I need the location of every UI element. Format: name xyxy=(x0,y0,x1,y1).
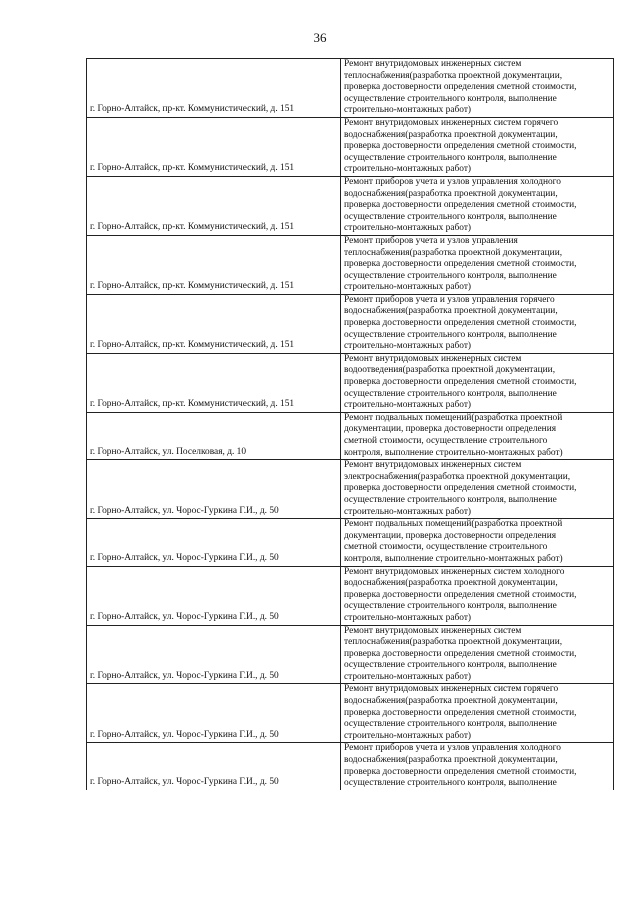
work-description-line: осуществление строительного контроля, выполнение xyxy=(344,270,557,281)
table-row xyxy=(87,684,614,743)
work-description-line: проверка достоверности определения сметной стоимости, xyxy=(344,707,577,718)
table-row xyxy=(87,460,614,519)
work-description-line: проверка достоверности определения сметной стоимости, xyxy=(344,318,577,329)
work-description-cell xyxy=(341,460,614,519)
work-description-line: Ремонт подвальных помещений(разработка проектной xyxy=(344,412,563,423)
work-description-line: Ремонт внутридомовых инженерных систем горячего xyxy=(344,117,559,128)
address-cell: г. Горно-Алтайск, пр-кт. Коммунистический, д. 151 xyxy=(87,235,341,294)
table-row xyxy=(87,294,614,353)
table-row xyxy=(87,519,614,566)
work-description-line: сметной стоимости, осуществление строительного xyxy=(344,436,548,446)
work-description-line: строительно-монтажных работ) xyxy=(344,400,472,411)
work-description-line: Ремонт приборов учета и узлов управления xyxy=(344,235,518,246)
work-description-cell xyxy=(341,566,614,625)
work-description-line: Ремонт приборов учета и узлов управления холодного xyxy=(344,743,561,754)
address-cell: г. Горно-Алтайск, пр-кт. Коммунистический, д. 151 xyxy=(87,294,341,353)
address-cell: г. Горно-Алтайск, ул. Чорос-Гуркина Г.И., д. 50 xyxy=(87,625,341,684)
work-description-cell xyxy=(341,412,614,459)
work-description-cell xyxy=(341,743,614,790)
work-description-line: теплоснабжения(разработка проектной документации, xyxy=(344,247,563,258)
work-description-line: водоснабжения(разработка проектной документации, xyxy=(344,129,558,140)
work-description-line: Ремонт внутридомовых инженерных систем xyxy=(344,59,522,69)
work-description-line: проверка достоверности определения сметной стоимости, xyxy=(344,377,577,388)
table-row xyxy=(87,117,614,176)
address-cell: г. Горно-Алтайск, пр-кт. Коммунистический, д. 151 xyxy=(87,353,341,412)
work-description-line: Ремонт внутридомовых инженерных систем холодного xyxy=(344,566,565,577)
work-description-line: осуществление строительного контроля, выполнение xyxy=(344,601,557,612)
work-description-line: контроля, выполнение строительно-монтажных работ) xyxy=(344,553,563,564)
work-description-line: Ремонт внутридомовых инженерных систем xyxy=(344,353,522,364)
address-cell: г. Горно-Алтайск, пр-кт. Коммунистический, д. 151 xyxy=(87,59,341,118)
work-description-cell xyxy=(341,684,614,743)
work-description-line: строительно-монтажных работ) xyxy=(344,223,472,234)
address-cell: г. Горно-Алтайск, ул. Чорос-Гуркина Г.И., д. 50 xyxy=(87,519,341,566)
address-cell: г. Горно-Алтайск, ул. Поселковая, д. 10 xyxy=(87,412,341,459)
work-description-line: строительно-монтажных работ) xyxy=(344,506,472,517)
work-description-line: осуществление строительного контроля, выполнение xyxy=(344,93,557,104)
table-row xyxy=(87,625,614,684)
work-description-line: сметной стоимости, осуществление строительного xyxy=(344,542,548,553)
work-description-cell xyxy=(341,117,614,176)
work-description-line: проверка достоверности определения сметной стоимости, xyxy=(344,648,577,659)
work-description-line: Ремонт внутридомовых инженерных систем xyxy=(344,460,522,471)
work-description-line: документации, проверка достоверности определения xyxy=(344,530,557,541)
work-description-line: Ремонт подвальных помещений(разработка проектной xyxy=(344,519,563,530)
works-table xyxy=(86,58,614,790)
works-table-body xyxy=(87,59,614,790)
work-description-cell xyxy=(341,353,614,412)
work-description-cell xyxy=(341,176,614,235)
work-description-line: водоснабжения(разработка проектной документации, xyxy=(344,696,558,707)
work-description-line: строительно-монтажных работ) xyxy=(344,341,472,352)
table-row xyxy=(87,412,614,459)
page-number: 36 xyxy=(313,30,327,45)
work-description-line: осуществление строительного контроля, выполнение xyxy=(344,719,557,730)
address-cell: г. Горно-Алтайск, пр-кт. Коммунистический, д. 151 xyxy=(87,117,341,176)
work-description-line: осуществление строительного контроля, выполнение xyxy=(344,660,557,671)
work-description-line: водоотведения(разработка проектной документации, xyxy=(344,365,556,376)
work-description-cell xyxy=(341,625,614,684)
work-description-line: теплоснабжения(разработка проектной документации, xyxy=(344,70,563,81)
work-description-line: строительно-монтажных работ) xyxy=(344,164,472,175)
work-description-line: строительно-монтажных работ) xyxy=(344,282,472,293)
work-description-line: проверка достоверности определения сметной стоимости, xyxy=(344,483,577,494)
work-description-line: осуществление строительного контроля, выполнение xyxy=(344,388,557,399)
work-description-cell xyxy=(341,235,614,294)
work-description-line: водоснабжения(разработка проектной документации, xyxy=(344,755,558,766)
table-row xyxy=(87,353,614,412)
work-description-cell xyxy=(341,59,614,118)
work-description-line: водоснабжения(разработка проектной документации, xyxy=(344,188,558,199)
work-description-cell xyxy=(341,294,614,353)
work-description-line: осуществление строительного контроля, выполнение xyxy=(344,152,557,163)
work-description-line: осуществление строительного контроля, выполнение xyxy=(344,494,557,505)
table-row xyxy=(87,176,614,235)
address-cell: г. Горно-Алтайск, ул. Чорос-Гуркина Г.И., д. 50 xyxy=(87,684,341,743)
address-cell: г. Горно-Алтайск, пр-кт. Коммунистический, д. 151 xyxy=(87,176,341,235)
work-description-cell xyxy=(341,519,614,566)
work-description-line: Ремонт приборов учета и узлов управления горячего xyxy=(344,294,555,305)
work-description-line: проверка достоверности определения сметной стоимости, xyxy=(344,141,577,152)
work-description-line: осуществление строительного контроля, выполнение xyxy=(344,329,557,340)
work-description-line: документации, проверка достоверности определения xyxy=(344,424,557,435)
address-cell: г. Горно-Алтайск, ул. Чорос-Гуркина Г.И., д. 50 xyxy=(87,460,341,519)
address-cell: г. Горно-Алтайск, ул. Чорос-Гуркина Г.И., д. 50 xyxy=(87,743,341,790)
work-description-line: проверка достоверности определения сметной стоимости, xyxy=(344,82,577,93)
work-description-line: строительно-монтажных работ) xyxy=(344,612,472,623)
table-row xyxy=(87,566,614,625)
table-row xyxy=(87,235,614,294)
work-description-line: теплоснабжения(разработка проектной документации, xyxy=(344,637,563,648)
work-description-line: Ремонт внутридомовых инженерных систем xyxy=(344,625,522,636)
work-description-line: осуществление строительного контроля, выполнение xyxy=(344,778,557,789)
work-description-line: осуществление строительного контроля, выполнение xyxy=(344,211,557,222)
table-row xyxy=(87,743,614,790)
work-description-line: проверка достоверности определения сметной стоимости, xyxy=(344,766,577,777)
work-description-line: строительно-монтажных работ) xyxy=(344,730,472,741)
work-description-line: Ремонт приборов учета и узлов управления холодного xyxy=(344,176,561,187)
work-description-line: проверка достоверности определения сметной стоимости, xyxy=(344,259,577,270)
work-description-line: Ремонт внутридомовых инженерных систем горячего xyxy=(344,684,559,695)
work-description-line: строительно-монтажных работ) xyxy=(344,671,472,682)
work-description-line: строительно-монтажных работ) xyxy=(344,105,472,116)
work-description-line: водоснабжения(разработка проектной документации, xyxy=(344,578,558,589)
work-description-line: проверка достоверности определения сметной стоимости, xyxy=(344,200,577,211)
table-row xyxy=(87,59,614,118)
work-description-line: проверка достоверности определения сметной стоимости, xyxy=(344,589,577,600)
address-cell: г. Горно-Алтайск, ул. Чорос-Гуркина Г.И., д. 50 xyxy=(87,566,341,625)
work-description-line: контроля, выполнение строительно-монтажных работ) xyxy=(344,447,563,458)
work-description-line: водоснабжения(разработка проектной документации, xyxy=(344,306,558,317)
work-description-line: электроснабжения(разработка проектной документации, xyxy=(344,471,571,482)
